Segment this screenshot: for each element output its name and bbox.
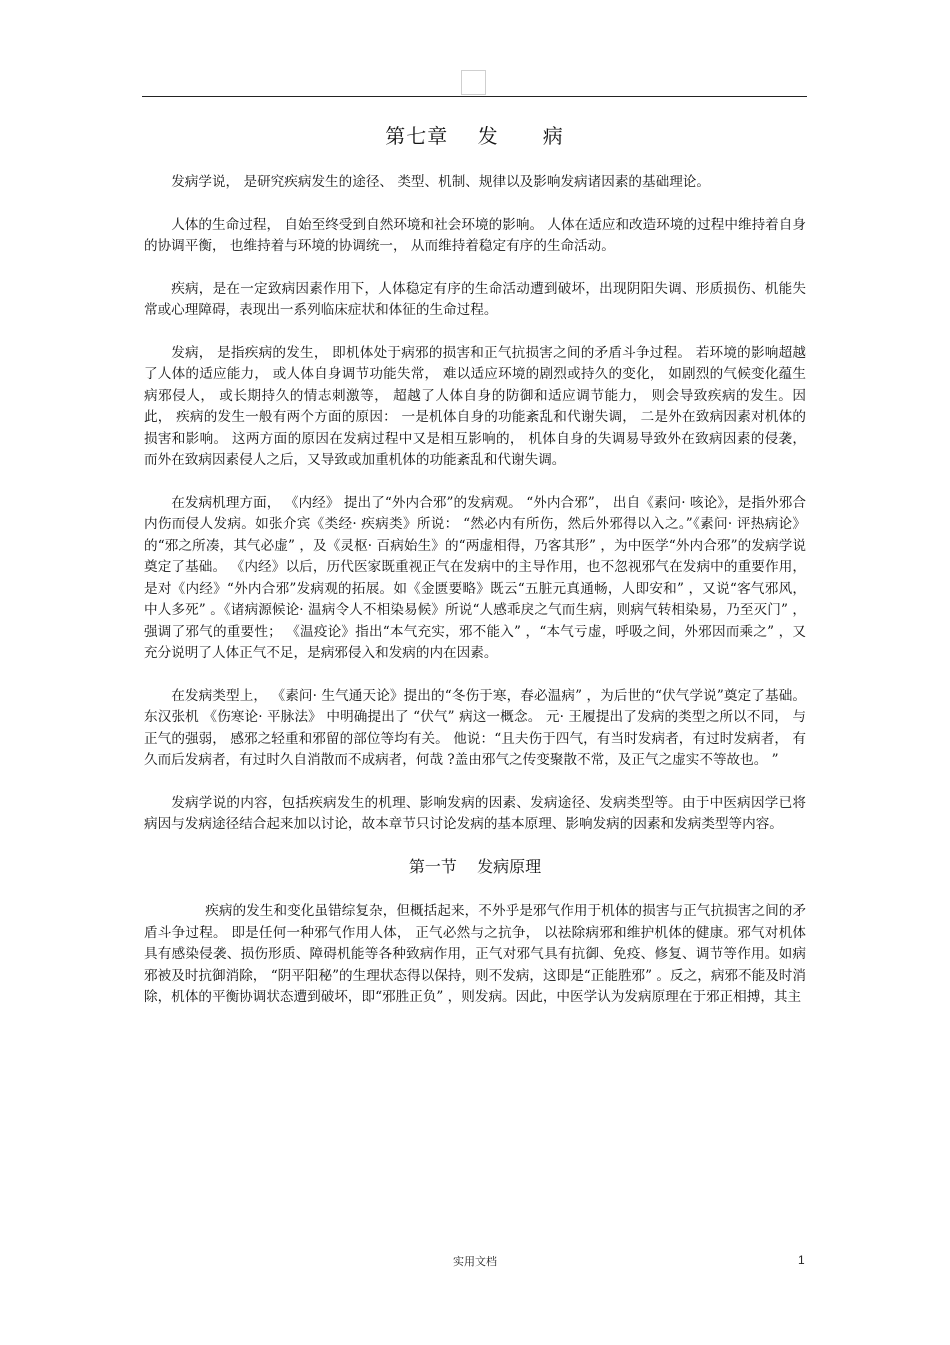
paragraph-mechanism: 在发病机理方面， 《内经》 提出了“外内合邪”的发病观。 “外内合邪”， 出自《素问· 咳论》，是指外邪合内伤而侵人发病。如张介宾《类经· 疾病类》所说： “然必内有所伤，然后外邪得以入之。”《素问· 评热病论》的“邪之所凑，其气必虚” ，及《灵枢· 百病始生》的“两虚相得，乃客其形” ，为中医学“外内合邪”的发病学说奠定了基础。 《内经》以后，历代医家既重视正气在发病中的主导作用，也不忽视邪气在发病中的重要作用，是对《内经》“外内合邪”发病观的拓展。如《金匮要略》既云“五脏元真通畅，人即安和” ，又说“客气邪风，中人多死” 。《诸病源候论· 温病令人不相染易候》所说“人感乖戾之气而生病，则病气转相染易，乃至灭门” ，强调了邪气的重要性； 《温疫论》指出“本气充实，邪不能入” ，“本气亏虚，呼吸之间，外邪因而乘之” ，又充分说明了人体正气不足，是病邪侵入和发病的内在因素。 — [144, 494, 806, 661]
paragraph-onset: 发病， 是指疾病的发生， 即机体处于病邪的损害和正气抗损害之间的矛盾斗争过程。 若环境的影响超越了人体的适应能力， 或人体自身调节功能失常， 难以适应环境的剧烈或持久的变化， 如剧烈的气候变化蕴生病邪侵人， 或长期持久的情志刺激等， 超越了人体自身的防御和适应调节能力， 则会导致疾病的发生。因此， 疾病的发生一般有两个方面的原因： 一是机体自身的功能紊乱和代谢失调， 二是外在致病因素对机体的损害和影响。 这两方面的原因在发病过程中又是相互影响的， 机体自身的失调易导致外在致病因素的侵袭， 而外在致病因素侵人之后，又导致或加重机体的功能紊乱和代谢失调。 — [144, 344, 806, 468]
header-mark-box — [461, 70, 486, 95]
paragraph-definition: 发病学说， 是研究疾病发生的途径、 类型、机制、规律以及影响发病诸因素的基础理论。 — [171, 174, 710, 190]
chapter-title: 第七章 发 病 — [385, 124, 564, 148]
paragraph-disease: 疾病，是在一定致病因素作用下，人体稳定有序的生命活动遭到破坏，出现阴阳失调、形质损伤、机能失常或心理障碍，表现出一系列临床症状和体征的生命过程。 — [144, 280, 806, 318]
paragraph-types: 在发病类型上， 《素问· 生气通天论》提出的“冬伤于寒，春必温病” ，为后世的“伏气学说”奠定了基础。 东汉张机 《伤寒论· 平脉法》 中明确提出了 “伏气” 病这一概念。 元· 王履提出了发病的类型之所以不同， 与正气的强弱， 感邪之轻重和邪留的部位等均有关。 他说：“且夫伤于四气，有当时发病者，有过时发病者， 有久而后发病者，有过时久自消散而不成病者，何哉 ?盖由邪气之传变聚散不常，及正气之虚实不等故也。 ” — [144, 687, 806, 768]
paragraph-life-process: 人体的生命过程， 自始至终受到自然环境和社会环境的影响。 人体在适应和改造环境的过程中维持着自身的协调平衡， 也维持着与环境的协调统一， 从而维持着稳定有序的生命活动。 — [144, 216, 806, 254]
document-body — [144, 172, 806, 1009]
paragraph-principle: 疾病的发生和变化虽错综复杂，但概括起来，不外乎是邪气作用于机体的损害与正气抗损害之间的矛盾斗争过程。 即是任何一种邪气作用人体， 正气必然与之抗争， 以祛除病邪和维护机体的健康。邪气对机体具有感染侵袭、损伤形质、障碍机能等各种致病作用，正气对邪气具有抗御、免疫、修复、调节等作用。如病邪被及时抗御消除， “阴平阳秘”的生理状态得以保持，则不发病，这即是“正能胜邪” 。反之，病邪不能及时消除，机体的平衡协调状态遭到破坏，即“邪胜正负” ，则发病。因此，中医学认为发病原理在于邪正相搏，其主 — [144, 903, 806, 1005]
page-number: 1 — [798, 1253, 805, 1267]
footer-label: 实用文档 — [453, 1255, 497, 1268]
paragraph-scope: 发病学说的内容，包括疾病发生的机理、影响发病的因素、发病途径、发病类型等。由于中医病因学已将病因与发病途径结合起来加以讨论，故本章节只讨论发病的基本原理、影响发病的因素和发病类型等内容。 — [144, 794, 806, 832]
header-rule — [142, 96, 807, 97]
section-title: 第一节 发病原理 — [408, 856, 542, 876]
